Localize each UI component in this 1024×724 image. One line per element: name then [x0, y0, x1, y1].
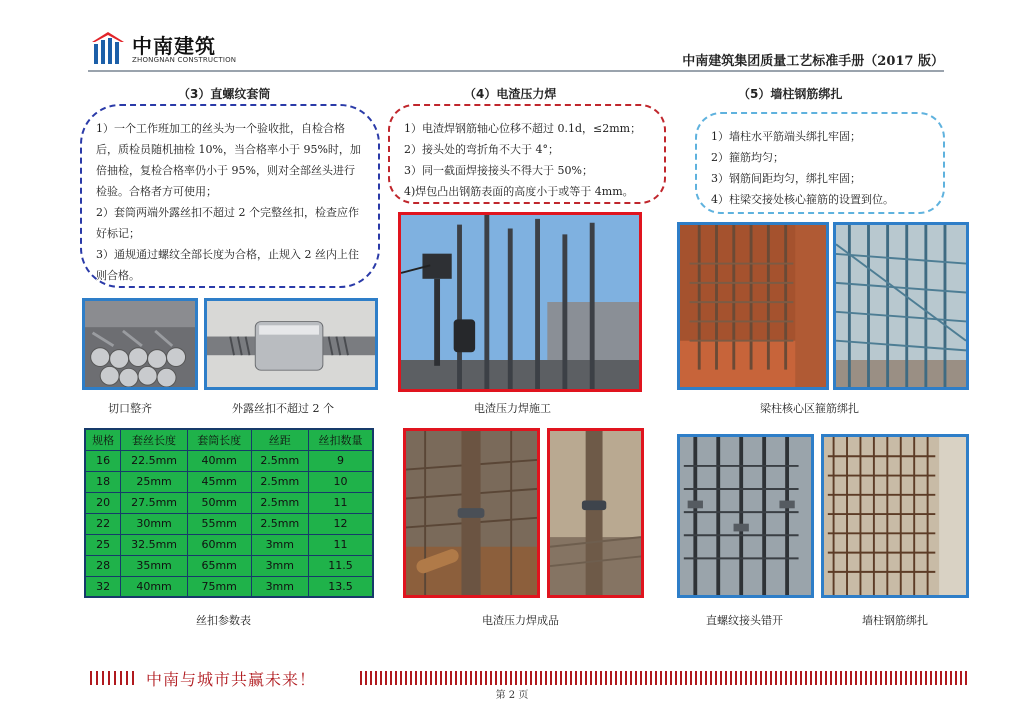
- table-row: [85, 576, 373, 597]
- table-cell: 32: [85, 576, 121, 597]
- caption-electroslag-work: 电渣压力焊施工: [474, 402, 551, 415]
- table-cell: 3mm: [251, 555, 308, 576]
- photo-electroslag-work: [398, 212, 642, 392]
- table-row: [85, 450, 373, 471]
- table-cell: 11.5: [308, 555, 373, 576]
- header-spec: 规格: [85, 429, 121, 450]
- table-cell: 11: [308, 492, 373, 513]
- footer-slogan: 中南与城市共赢未来！: [146, 670, 317, 689]
- table-cell: 45mm: [187, 471, 251, 492]
- caption-table: 丝扣参数表: [196, 614, 251, 627]
- rules-box-wall-column: [695, 112, 945, 214]
- table-cell: 30mm: [121, 513, 187, 534]
- table-cell: 55mm: [187, 513, 251, 534]
- table-cell: 2.5mm: [251, 492, 308, 513]
- footer-stripes-left: [90, 671, 138, 685]
- table-cell: 22: [85, 513, 121, 534]
- logo-cn-text: 中南建筑: [132, 34, 216, 58]
- page-number: 第 2 页: [495, 690, 529, 701]
- section-title-wall-column: （5）墙柱钢筋绑扎: [738, 87, 843, 101]
- table-cell: 13.5: [308, 576, 373, 597]
- table-cell: 2.5mm: [251, 513, 308, 534]
- table-row: [85, 471, 373, 492]
- photo-cut-ends: [82, 298, 198, 390]
- table-header-row: [85, 429, 373, 450]
- table-cell: 60mm: [187, 534, 251, 555]
- table-cell: 35mm: [121, 555, 187, 576]
- photo-beam-core-2: [833, 222, 969, 390]
- table-cell: 3mm: [251, 534, 308, 555]
- table-cell: 25: [85, 534, 121, 555]
- header-divider: [88, 70, 944, 72]
- table-cell: 27.5mm: [121, 492, 187, 513]
- table-cell: 40mm: [187, 450, 251, 471]
- table-cell: 2.5mm: [251, 450, 308, 471]
- photo-wall-column-tying: [821, 434, 969, 598]
- table-row: [85, 513, 373, 534]
- table-cell: 11: [308, 534, 373, 555]
- page-header-title: 中南建筑集团质量工艺标准手册（2017 版）: [682, 54, 944, 69]
- table-cell: 75mm: [187, 576, 251, 597]
- section-title-sleeve: （3）直螺纹套筒: [178, 87, 271, 101]
- table-row: [85, 555, 373, 576]
- logo-mark-icon: [88, 26, 128, 66]
- caption-beam-core: 梁柱核心区箍筋绑扎: [760, 402, 859, 415]
- table-cell: 2.5mm: [251, 471, 308, 492]
- table-cell: 9: [308, 450, 373, 471]
- table-cell: 25mm: [121, 471, 187, 492]
- photo-electroslag-done-2: [547, 428, 644, 598]
- table-cell: 50mm: [187, 492, 251, 513]
- table-row: [85, 534, 373, 555]
- table-cell: 28: [85, 555, 121, 576]
- photo-electroslag-done-1: [403, 428, 540, 598]
- table-cell: 10: [308, 471, 373, 492]
- table-cell: 40mm: [121, 576, 187, 597]
- table-cell: 20: [85, 492, 121, 513]
- rules-text-wall-column: 1）墙柱水平筋端头绑扎牢固； 2）箍筋均匀； 3）钢筋间距均匀，绑扎牢固； 4）柱梁交接处核心箍筋的设置到位。: [711, 130, 894, 206]
- rules-text-electroslag: 1）电渣焊钢筋轴心位移不超过 0.1d，≤2mm； 2）接头处的弯折角不大于 4°； 3）同一截面焊接接头不得大于 50%； 4)焊包凸出钢筋表面的高度小于或等于 4mm。: [404, 122, 642, 198]
- caption-staggered-joints: 直螺纹接头错开: [706, 614, 783, 627]
- table-cell: 18: [85, 471, 121, 492]
- table-cell: 12: [308, 513, 373, 534]
- footer-stripes-right: [360, 671, 970, 685]
- header-thread-count: 丝扣数量: [308, 429, 373, 450]
- table-cell: 22.5mm: [121, 450, 187, 471]
- caption-wall-column-tying: 墙柱钢筋绑扎: [862, 614, 928, 627]
- table-cell: 32.5mm: [121, 534, 187, 555]
- thread-parameter-table: [84, 428, 374, 598]
- company-logo: [88, 26, 237, 70]
- caption-threaded-sleeve: 外露丝扣不超过 2 个: [232, 402, 334, 415]
- photo-beam-core-1: [677, 222, 829, 390]
- table-cell: 3mm: [251, 576, 308, 597]
- caption-electroslag-done: 电渣压力焊成品: [482, 614, 559, 627]
- rules-text-sleeve: 1）一个工作班加工的丝头为一个验收批，自检合格后，质检员随机抽检 10%，当合格率小于 95%时，加倍抽检，复检合格率仍小于 95%，则对全部丝头进行检验。合格者方可使用； 2）套筒两端外露丝扣不超过 2 个完整丝扣，检查应作好标记； 3）通规通过螺纹全部长度为合格，止规入 2 丝内上住则合格。: [96, 122, 361, 282]
- table-row: [85, 492, 373, 513]
- section-title-electroslag: （4）电渣压力焊: [464, 87, 557, 101]
- rules-box-sleeve: [80, 104, 380, 288]
- photo-threaded-sleeve: [204, 298, 378, 390]
- caption-cut-ends: 切口整齐: [108, 402, 152, 415]
- header-sleeve-length: 套筒长度: [187, 429, 251, 450]
- header-thread-length: 套丝长度: [121, 429, 187, 450]
- table-cell: 65mm: [187, 555, 251, 576]
- logo-en-text: ZHONGNAN CONSTRUCTION: [132, 56, 237, 64]
- photo-staggered-joints: [677, 434, 814, 598]
- table-cell: 16: [85, 450, 121, 471]
- header-pitch: 丝距: [251, 429, 308, 450]
- rules-box-electroslag: [388, 104, 666, 204]
